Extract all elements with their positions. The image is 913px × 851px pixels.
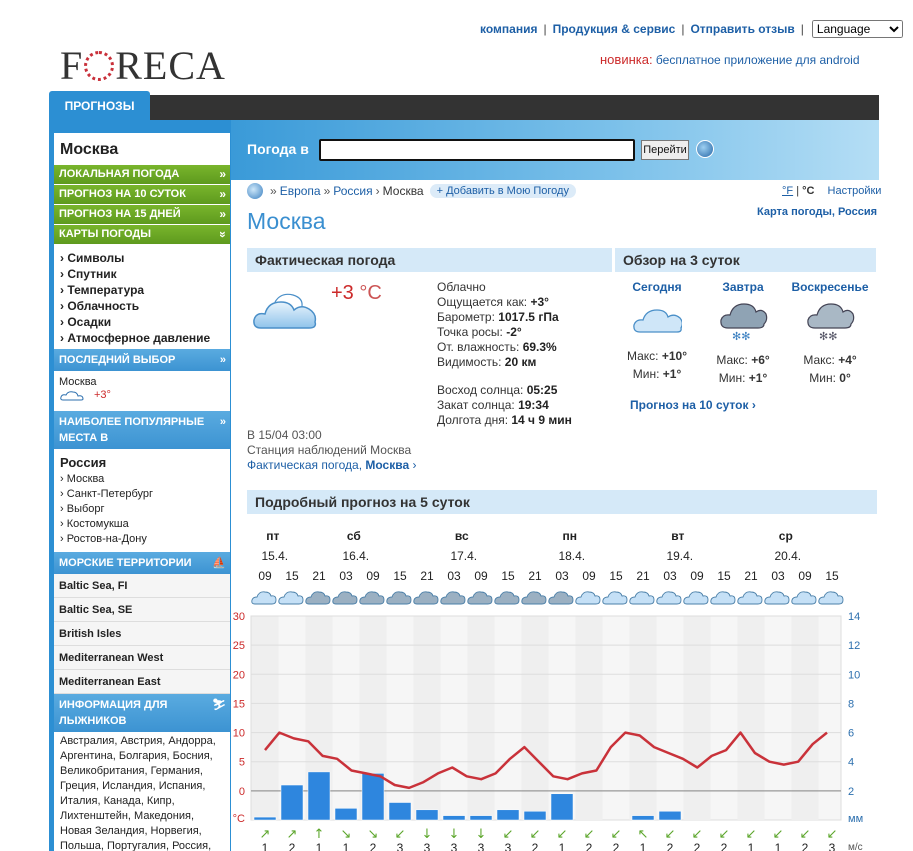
menu-label: ПРОГНОЗ НА 15 ДНЕЙ bbox=[59, 208, 181, 220]
forecast-hour: 21 bbox=[528, 569, 542, 583]
forecast-hour: 03 bbox=[555, 569, 569, 583]
overview-header: Обзор на 3 суток bbox=[615, 248, 876, 272]
cloud-icon bbox=[360, 592, 384, 604]
cloud-icon bbox=[333, 592, 357, 604]
right-tick-label: мм bbox=[848, 813, 864, 825]
place-link[interactable]: › Санкт-Петербург bbox=[60, 488, 154, 500]
precip-bar bbox=[632, 816, 654, 820]
chevron-right-icon: » bbox=[219, 187, 226, 201]
visibility: Видимость: 20 км bbox=[437, 355, 537, 369]
overview-day[interactable] bbox=[790, 280, 870, 387]
place-link[interactable]: › Москва bbox=[60, 473, 105, 485]
wind-arrow-icon: ↘ bbox=[367, 827, 379, 842]
cloud-icon bbox=[59, 388, 91, 402]
map-link-symbols[interactable]: › Символы bbox=[60, 251, 125, 265]
left-tick-label: 25 bbox=[232, 640, 245, 653]
link-products[interactable]: Продукция & сервис bbox=[552, 22, 676, 36]
wind-arrow-icon: ↑ bbox=[313, 827, 325, 842]
overview-day-name: Завтра bbox=[722, 280, 764, 294]
wind-speed: 2 bbox=[720, 841, 728, 851]
right-tick-label: 8 bbox=[848, 698, 855, 711]
cloud-icon bbox=[603, 592, 627, 604]
overview-day-name: Воскресенье bbox=[791, 280, 869, 294]
sunrise: Восход солнца: 05:25 bbox=[437, 383, 558, 397]
ski-info-header[interactable]: ИНФОРМАЦИЯ ДЛЯ ЛЫЖНИКОВ ⛷ bbox=[54, 694, 230, 732]
wind-speed: 2 bbox=[531, 841, 539, 851]
popular-country: Россия bbox=[60, 455, 107, 470]
forecast-day-name: ср bbox=[778, 529, 793, 543]
forecast-hour: 21 bbox=[744, 569, 758, 583]
left-tick-label: 10 bbox=[232, 727, 245, 740]
precip-bar bbox=[308, 772, 330, 820]
day-length: Долгота дня: 14 ч 9 мин bbox=[437, 413, 572, 427]
observation-info bbox=[247, 428, 416, 473]
overview-day[interactable] bbox=[703, 280, 783, 387]
forecast-hour: 09 bbox=[798, 569, 812, 583]
link-feedback[interactable]: Отправить отзыв bbox=[690, 22, 795, 36]
breadcrumb: » Европа » Россия › Москва + Добавить в Мою Погоду bbox=[247, 183, 576, 199]
right-tick-label: 14 bbox=[848, 611, 861, 623]
precip-bar bbox=[524, 811, 546, 820]
observation-time: В 15/04 03:00 bbox=[247, 428, 322, 442]
chart-stripe bbox=[738, 616, 765, 820]
chart-stripe bbox=[630, 616, 657, 820]
link-company[interactable]: компания bbox=[480, 22, 538, 36]
menu-weather-maps[interactable] bbox=[54, 225, 230, 244]
wind-arrow-icon: ↙ bbox=[772, 827, 784, 842]
wind-arrow-icon: ↖ bbox=[637, 827, 649, 842]
chart-stripe bbox=[576, 616, 603, 820]
forecast-day-name: вт bbox=[671, 529, 685, 543]
place-link[interactable]: › Ростов-на-Дону bbox=[60, 533, 147, 545]
last-selected-item[interactable] bbox=[54, 371, 230, 411]
forecast-date: 18.4. bbox=[558, 549, 586, 563]
map-link-cloudiness[interactable]: › Облачность bbox=[60, 299, 140, 313]
wind-speed: 2 bbox=[369, 841, 377, 851]
chevron-right-icon: » bbox=[219, 167, 226, 181]
precip-bar bbox=[443, 816, 465, 820]
forecast-day-name: пт bbox=[266, 529, 280, 543]
sea-link[interactable]: Baltic Sea, FI bbox=[54, 574, 230, 598]
unit-fahrenheit[interactable]: °F bbox=[782, 185, 794, 197]
forecast-chart bbox=[231, 520, 879, 851]
skier-icon: ⛷ bbox=[212, 699, 226, 711]
right-tick-label: 2 bbox=[848, 785, 855, 798]
forecast-hour: 03 bbox=[663, 569, 677, 583]
forecast-day-name: пн bbox=[562, 529, 578, 543]
wind-speed: 3 bbox=[477, 841, 485, 851]
forecast-hour: 03 bbox=[339, 569, 353, 583]
wind-arrow-icon: ↙ bbox=[799, 827, 811, 842]
10-day-forecast-link[interactable]: Прогноз на 10 суток › bbox=[630, 398, 756, 412]
wind-arrow-icon: ↙ bbox=[502, 827, 514, 842]
precip-bar bbox=[416, 810, 438, 820]
wind-speed: 3 bbox=[450, 841, 458, 851]
wind-arrow-icon: ↓ bbox=[448, 827, 460, 842]
place-link[interactable]: › Костомукша bbox=[60, 518, 129, 530]
left-tick-label: 0 bbox=[238, 785, 245, 798]
wind-speed: 1 bbox=[261, 841, 269, 851]
search-label: Погода в bbox=[247, 141, 309, 157]
sea-link[interactable]: British Isles bbox=[54, 622, 230, 646]
map-link-precipitation[interactable]: › Осадки bbox=[60, 315, 112, 329]
android-promo bbox=[600, 52, 860, 67]
new-label: новинка: bbox=[600, 52, 653, 67]
wind-arrow-icon: ↙ bbox=[529, 827, 541, 842]
wind-speed: 3 bbox=[828, 841, 836, 851]
wind-speed: 1 bbox=[315, 841, 323, 851]
breadcrumb-current: Москва bbox=[382, 184, 424, 198]
cloud-icon bbox=[414, 592, 438, 604]
cloud-rain-snow-icon bbox=[718, 298, 768, 342]
wind-arrow-icon: ↙ bbox=[826, 827, 838, 842]
wind-speed: 2 bbox=[288, 841, 296, 851]
wind-arrow-icon: ↘ bbox=[340, 827, 352, 842]
forecast-hour: 09 bbox=[474, 569, 488, 583]
wind-speed: 2 bbox=[693, 841, 701, 851]
current-details bbox=[437, 280, 572, 428]
cloud-icon bbox=[252, 592, 276, 604]
forecast-hour: 15 bbox=[285, 569, 299, 583]
sidebar bbox=[54, 133, 230, 851]
breadcrumb-europe[interactable]: Европа bbox=[279, 184, 321, 198]
map-link-satellite[interactable]: › Спутник bbox=[60, 267, 117, 281]
place-link[interactable]: › Выборг bbox=[60, 503, 105, 515]
wind-arrow-icon: ↙ bbox=[583, 827, 595, 842]
svg-text:✻✻: ✻✻ bbox=[819, 330, 838, 342]
map-link-temperature[interactable]: › Температура bbox=[60, 283, 145, 297]
sea-link[interactable]: Mediterranean West bbox=[54, 646, 230, 670]
barometer: Барометр: 1017.5 гПа bbox=[437, 310, 559, 324]
sailboat-icon: ⛵ bbox=[212, 557, 226, 569]
wind-arrow-icon: ↙ bbox=[718, 827, 730, 842]
cloud-icon bbox=[632, 298, 682, 338]
wind-arrow-icon: ↙ bbox=[556, 827, 568, 842]
wind-arrow-icon: ↙ bbox=[745, 827, 757, 842]
wind-arrow-icon: ↙ bbox=[691, 827, 703, 842]
forecast-hour: 15 bbox=[825, 569, 839, 583]
add-to-my-weather-button[interactable]: + Добавить в Мою Погоду bbox=[430, 184, 576, 198]
wind-speed: 2 bbox=[801, 841, 809, 851]
cloud-icon bbox=[306, 592, 330, 604]
forecast-hour: 21 bbox=[312, 569, 326, 583]
wind-arrow-icon: ↙ bbox=[664, 827, 676, 842]
cloud-icon bbox=[765, 592, 789, 604]
cloud-icon bbox=[630, 592, 654, 604]
right-tick-label: 6 bbox=[848, 727, 855, 740]
precip-bar bbox=[254, 817, 276, 820]
menu-local-weather[interactable] bbox=[54, 165, 230, 184]
wind-speed: 2 bbox=[612, 841, 620, 851]
left-tick-label: 20 bbox=[232, 669, 245, 682]
cloud-icon bbox=[441, 592, 465, 604]
overview-temps: Макс: +10° Мин: +1° bbox=[626, 349, 688, 381]
cloud-icon bbox=[468, 592, 492, 604]
sunset: Закат солнца: 19:34 bbox=[437, 398, 549, 412]
forecast-hour: 15 bbox=[609, 569, 623, 583]
forecast-hour: 09 bbox=[366, 569, 380, 583]
forecast-hour: 03 bbox=[447, 569, 461, 583]
top-links bbox=[480, 20, 903, 38]
cloud-icon bbox=[792, 592, 816, 604]
wind-unit-label: м/с bbox=[848, 842, 863, 851]
cloud-icon bbox=[657, 592, 681, 604]
feels-like: Ощущается как: +3° bbox=[437, 295, 549, 309]
precip-bar bbox=[389, 803, 411, 820]
overview-day[interactable] bbox=[617, 280, 697, 383]
overview-day-name: Сегодня bbox=[632, 280, 682, 294]
cloud-icon bbox=[387, 592, 411, 604]
forecast-header: Подробный прогноз на 5 суток bbox=[247, 490, 877, 514]
forecast-hour: 09 bbox=[258, 569, 272, 583]
sidebar-city: Москва bbox=[60, 141, 119, 158]
wind-speed: 2 bbox=[666, 841, 674, 851]
forecast-day-name: сб bbox=[346, 529, 361, 543]
chart-stripe bbox=[684, 616, 711, 820]
ski-countries[interactable]: Австралия, Австрия, Андорра, Аргентина, Болгария, Босния, Великобритания, Германия, Греция, Исландия, Испания, Италия, Канада, Кипр, Лихтенштейн, Македония, Новая Зеландия, Норвегия, Польша, Португалия, Россия, bbox=[60, 735, 216, 851]
wind-speed: 1 bbox=[639, 841, 647, 851]
menu-label: ПРОГНОЗ НА 10 СУТОК bbox=[59, 188, 186, 200]
tab-forecasts[interactable]: ПРОГНОЗЫ bbox=[49, 91, 150, 121]
chevron-down-icon: » bbox=[216, 231, 231, 238]
chart-stripe bbox=[792, 616, 819, 820]
wind-arrow-icon: ↙ bbox=[394, 827, 406, 842]
forecast-hour: 21 bbox=[420, 569, 434, 583]
logo-o-icon bbox=[84, 51, 114, 81]
maps-list bbox=[54, 245, 230, 349]
last-selected-header[interactable]: ПОСЛЕДНИЙ ВЫБОР » bbox=[54, 349, 230, 371]
cloud-icon bbox=[819, 592, 843, 604]
cloud-icon bbox=[253, 290, 319, 332]
precip-bar bbox=[551, 794, 573, 820]
precip-bar bbox=[659, 811, 681, 820]
last-temp: +3° bbox=[94, 389, 111, 401]
left-tick-label: 30 bbox=[232, 611, 245, 623]
current-temperature: +3 °C bbox=[331, 282, 382, 304]
observation-station: Станция наблюдений Москва bbox=[247, 443, 412, 457]
forecast-day-name: вс bbox=[454, 529, 469, 543]
popular-places-header[interactable]: НАИБОЛЕЕ ПОПУЛЯРНЫЕ МЕСТА В » bbox=[54, 411, 230, 449]
precip-bar bbox=[335, 808, 357, 820]
unit-switch: °F | °C Настройки bbox=[782, 185, 882, 197]
settings-link[interactable]: Настройки bbox=[827, 185, 882, 197]
nav-bar bbox=[49, 95, 879, 120]
current-weather-link[interactable]: Фактическая погода, Москва › bbox=[247, 458, 417, 472]
menu-15-day[interactable] bbox=[54, 205, 230, 224]
forecast-date: 16.4. bbox=[342, 549, 370, 563]
cloud-icon bbox=[711, 592, 735, 604]
forecast-date: 19.4. bbox=[666, 549, 694, 563]
sea-link[interactable]: Baltic Sea, SE bbox=[54, 598, 230, 622]
left-tick-label: °C bbox=[232, 813, 245, 825]
wind-speed: 2 bbox=[585, 841, 593, 851]
chart-stripe bbox=[252, 616, 279, 820]
popular-places-list bbox=[54, 472, 230, 547]
wind-speed: 1 bbox=[774, 841, 782, 851]
cloud-icon bbox=[684, 592, 708, 604]
android-app-link[interactable]: бесплатное приложение для android bbox=[655, 53, 860, 67]
wind-arrow-icon: ↓ bbox=[421, 827, 433, 842]
wind-speed: 3 bbox=[423, 841, 431, 851]
wind-speed: 1 bbox=[747, 841, 755, 851]
menu-10-day[interactable] bbox=[54, 185, 230, 204]
chart-stripe bbox=[414, 616, 441, 820]
left-tick-label: 15 bbox=[232, 698, 245, 711]
forecast-date: 15.4. bbox=[261, 549, 289, 563]
language-select[interactable] bbox=[812, 20, 903, 38]
wind-speed: 3 bbox=[504, 841, 512, 851]
wind-arrow-icon: ↗ bbox=[286, 827, 298, 842]
cloud-icon bbox=[576, 592, 600, 604]
map-link-pressure[interactable]: › Атмосферное давление bbox=[60, 331, 211, 345]
page-title: Москва bbox=[247, 208, 326, 234]
search-go-button[interactable]: Перейти bbox=[641, 140, 689, 160]
last-city: Москва bbox=[59, 376, 97, 388]
overview-temps: Макс: +4° Мин: 0° bbox=[803, 353, 857, 385]
menu-label: ЛОКАЛЬНАЯ ПОГОДА bbox=[59, 168, 180, 180]
cloud-icon bbox=[522, 592, 546, 604]
chart-stripe bbox=[468, 616, 495, 820]
forecast-hour: 15 bbox=[393, 569, 407, 583]
cloud-snow-icon bbox=[805, 298, 855, 342]
wind-speed: 1 bbox=[558, 841, 566, 851]
wind-speed: 3 bbox=[396, 841, 404, 851]
left-tick-label: 5 bbox=[238, 756, 245, 769]
wind-arrow-icon: ↓ bbox=[475, 827, 487, 842]
menu-label: КАРТЫ ПОГОДЫ bbox=[59, 228, 151, 240]
forecast-hour: 15 bbox=[717, 569, 731, 583]
link-separator: | bbox=[681, 22, 685, 36]
globe-icon[interactable] bbox=[696, 140, 714, 158]
search-banner bbox=[231, 120, 879, 180]
svg-text:✻✻: ✻✻ bbox=[732, 330, 751, 342]
precip-bar bbox=[497, 810, 519, 820]
cloud-icon bbox=[738, 592, 762, 604]
forecast-hour: 21 bbox=[636, 569, 650, 583]
humidity: От. влажность: 69.3% bbox=[437, 340, 557, 354]
forecast-hour: 15 bbox=[501, 569, 515, 583]
current-weather-header: Фактическая погода bbox=[247, 248, 612, 272]
overview-temps: Макс: +6° Мин: +1° bbox=[716, 353, 770, 385]
wind-speed: 1 bbox=[342, 841, 350, 851]
right-tick-label: 12 bbox=[848, 640, 861, 653]
sea-areas-header[interactable]: МОРСКИЕ ТЕРРИТОРИИ ⛵ bbox=[54, 552, 230, 574]
search-input[interactable] bbox=[319, 139, 635, 161]
foreca-logo[interactable]: F RECA bbox=[60, 43, 226, 88]
cloud-icon bbox=[279, 592, 303, 604]
sea-link[interactable]: Mediterranean East bbox=[54, 670, 230, 694]
dew-point: Точка росы: -2° bbox=[437, 325, 522, 339]
wind-arrow-icon: ↗ bbox=[259, 827, 271, 842]
weather-map-link[interactable]: Карта погоды, Россия bbox=[757, 206, 878, 218]
chart-stripe bbox=[522, 616, 549, 820]
precip-bar bbox=[362, 773, 384, 820]
wind-arrow-icon: ↙ bbox=[610, 827, 622, 842]
link-separator: | bbox=[543, 22, 547, 36]
chevron-down-icon: » bbox=[219, 416, 226, 428]
link-separator: | bbox=[800, 22, 804, 36]
forecast-hour: 09 bbox=[582, 569, 596, 583]
precip-bar bbox=[470, 816, 492, 820]
condition-text: Облачно bbox=[437, 280, 486, 294]
chevron-down-icon: » bbox=[219, 354, 226, 366]
right-tick-label: 4 bbox=[848, 756, 855, 769]
cloud-icon bbox=[495, 592, 519, 604]
precip-bar bbox=[281, 785, 303, 820]
breadcrumb-russia[interactable]: Россия bbox=[333, 184, 373, 198]
globe-icon bbox=[247, 183, 263, 199]
forecast-hour: 09 bbox=[690, 569, 704, 583]
forecast-hour: 03 bbox=[771, 569, 785, 583]
unit-celsius: °C bbox=[802, 185, 815, 197]
cloud-icon bbox=[549, 592, 573, 604]
chevron-right-icon: » bbox=[219, 207, 226, 221]
forecast-date: 17.4. bbox=[450, 549, 478, 563]
forecast-date: 20.4. bbox=[774, 549, 802, 563]
right-tick-label: 10 bbox=[848, 669, 861, 682]
